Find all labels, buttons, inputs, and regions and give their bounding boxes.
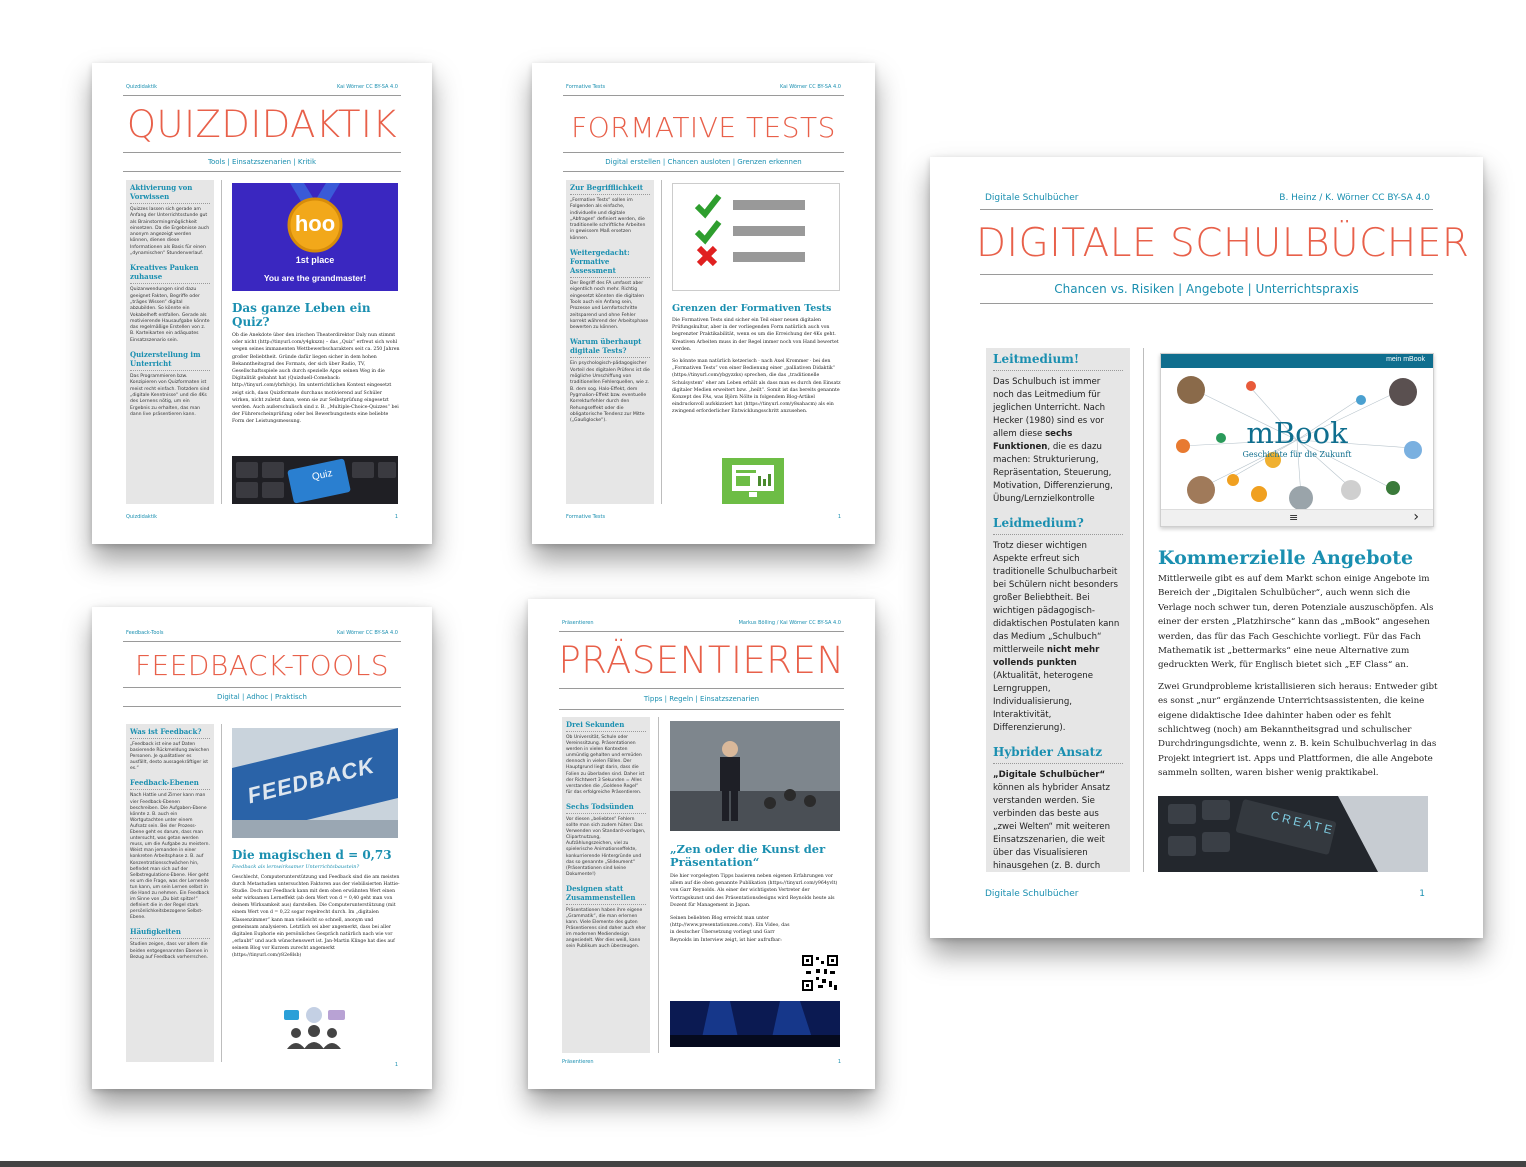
checklist-icon	[673, 184, 840, 291]
sidebar	[562, 717, 650, 1053]
next-icon[interactable]: ›	[1413, 509, 1419, 525]
page-number: 1	[394, 1062, 398, 1068]
sidebar-heading: Warum überhaupt digitale Tests?	[570, 337, 650, 358]
sidebar-text: Präsentationen haben ihre eigene „Grammatik“, die man erlernen kann. Viele Elemente des guten Präsentierens sind daher auch eher im modernen Mediendesign angesiedelt. Wer dies weiß, kann sein Publikum auch überzeugen.	[566, 907, 646, 950]
sidebar-heading: Zur Begrifflichkeit	[570, 183, 650, 195]
keyboard-create-image	[1158, 796, 1428, 872]
mbook-tagline: Geschichte für die Zukunft	[1242, 450, 1352, 459]
sidebar	[986, 348, 1130, 872]
sidebar-heading: Designen statt Zusammenstellen	[566, 884, 646, 905]
header-left: Formative Tests	[566, 84, 606, 90]
sidebar-text-part: können als hybrider Ansatz verstanden werden. Sie verbinden das beste aus „zwei Welten“ mit weiteren Einsatzszenarien, die weit über das Visualisieren hinausgehen (z. B. durch	[993, 783, 1111, 871]
sidebar-emphasis: „Digitale Schulbücher“	[993, 770, 1106, 780]
sidebar	[566, 180, 654, 504]
sidebar-text: Quizzes lassen sich gerade am Anfang der Unterrichtsstunde gut als Brainstormingmöglichkeit einsetzen. Da die Ergebnisse auch anonym angezeigt werden können, dienen diese Informationen als Basis für einen „dynamischen“ Stundenverlauf.	[130, 207, 210, 257]
page-subtitle: Digital erstellen | Chancen ausloten | Grenzen erkennen	[605, 158, 802, 166]
sidebar-text: Der Begriff des FA umfasst aber eigentlich noch mehr. Richtig eingesetzt könnten die digitalen Tools auch ein Anfang sein, Prozesse und Lernfortschritte zeitsparend und ohne Fehler korrekt während der Arbeitsphase bewerten zu können.	[570, 281, 649, 331]
keyboard-icon	[1158, 796, 1428, 872]
medal-label: hoo	[294, 211, 336, 236]
title-rule	[123, 152, 401, 153]
qr-code[interactable]	[802, 955, 838, 991]
header-left: Feedback-Tools	[126, 630, 164, 636]
mbook-topbar	[1161, 354, 1433, 368]
subtitle-rule	[980, 303, 1433, 304]
header-rule	[123, 641, 401, 642]
sidebar-text: „Formative Tests“ sollen im Folgenden als einfache, individuelle und digitale „Abfragen“ definiert werden, die traditionelle schriftliche Arbeiten in gewissem Maß ersetzen können.	[570, 198, 646, 241]
people-icon-image	[282, 1007, 352, 1049]
stage-lights-icon	[670, 1001, 840, 1047]
page-footer-left: Digitale Schulbücher	[985, 889, 1079, 899]
speaker-photo	[670, 721, 840, 831]
column-divider	[221, 724, 222, 1062]
title-rule	[123, 687, 401, 688]
subtitle-rule	[123, 171, 401, 172]
sidebar-text: Ob Universität, Schule oder Vereinssitzung. Präsentationen werden in vielen Kontexten unmündig gehalten und ermüden dennoch in vielen Fällen. Der Hauptgrund liegt darin, dass die Folien zu überladen sind. Daher ist der Richtwert 3 Sekunden = Alles verstanden die „Goldene Regel“ für das erfolgreiche Präsentieren.	[566, 735, 645, 795]
sidebar-heading: Kreatives Pauken zuhause	[130, 263, 210, 284]
sidebar-heading: Was ist Feedback?	[130, 727, 210, 739]
page-number: 1	[837, 514, 841, 520]
feedback-key-label: FEEDBACK	[244, 752, 378, 809]
header-rule	[980, 209, 1433, 210]
article-body: Die hier vorgelegten Tipps basieren neben eigenen Erfahrungen vor allem auf die oben genannte Publikation (https://tinyurl.com/y964yvlt) von Garr Reynolds. Als einer der wichtigsten Vertreter der Vortragskunst und des Präsentationsdesigns wird Reynolds heute als Dozent für Management in Japan.	[670, 874, 838, 908]
sidebar-emphasis: nicht mehr vollends punkten	[993, 645, 1100, 668]
title-rule	[980, 274, 1433, 275]
column-divider	[221, 180, 222, 504]
main-column	[232, 301, 400, 451]
sidebar-text: Nach Hattie und Zirner kann man vier Feedback-Ebenen beschreiben. Die Aufgaben-Ebene könnte z. B. auch ein Wortgutachten unter einem Aufsatz sein. Bei der Prozess-Ebene geht es darum, dass man untersucht, was getan werden muss, um die Aufgabe zu meistern. Weist man jemanden in einer konkreten Arbeitsphase z. B. auf Konzentrationsschwächen hin, befindet man sich auf der Selbstregulations-Ebene. Hier geht es um die Frage, was der Lernende tun kann, um sein Lernen selbst in die Hand zu nehmen. Ein Feedback im Sinne von „Du bist spitze!“ definiert die in der Regel stark persönlichkeitsbezogene Selbst-Ebene.	[130, 793, 210, 921]
sidebar-heading: Sechs Todsünden	[566, 802, 646, 814]
sidebar-text: „Feedback ist eine auf Daten basierende Rückmeldung zwischen Personen. Je qualitativer es ausfällt, desto aussagekräftiger ist es.“	[130, 742, 210, 772]
sidebar-text: Studien zeigen, dass vor allem die beiden entgegenannten Ebenen in Bezug auf Feedback vorherrschen.	[130, 942, 209, 960]
page-title: FEEDBACK-TOOLS	[134, 649, 390, 682]
header-left: Quizdidaktik	[126, 84, 158, 90]
header-rule	[123, 95, 401, 96]
page-feedback-tools	[92, 607, 432, 1089]
header-right: Markus Bölling / Kai Wörner CC BY-SA 4.0	[738, 620, 841, 626]
sidebar-emphasis: sechs Funktionen	[993, 429, 1073, 452]
sidebar-text	[993, 540, 1123, 735]
column-divider	[658, 717, 659, 1053]
page-number: 1	[1419, 889, 1425, 899]
page-number: 1	[837, 1059, 841, 1065]
page-subtitle: Digital | Adhoc | Praktisch	[217, 693, 307, 701]
monitor-image	[722, 458, 784, 504]
page-quizdidaktik	[92, 63, 432, 544]
main-column	[1158, 547, 1438, 792]
sidebar-text-part: (Aktualität, heterogene Lerngruppen, Individualisierung, Interaktivität, Differenzierung).	[993, 671, 1094, 733]
header-right: Kai Wörner CC BY-SA 4.0	[336, 630, 398, 636]
medal-image	[232, 183, 398, 291]
mbook-bottombar	[1161, 509, 1433, 526]
sidebar-text: Das Programmieren bzw. Konzipieren von Quizformaten ist meist recht einfach. Trotzdem sind „digitale Kenntnisse“ und die 4Ks des Lernens nötig, um ein Ergebnis zu erhalten, das man dann live präsentieren kann.	[130, 374, 210, 417]
place-caption: You are the grandmaster!	[263, 273, 367, 283]
header-rule	[563, 95, 844, 96]
page-footer-left: Quizdidaktik	[126, 514, 158, 520]
monitor-icon	[722, 458, 784, 504]
page-title: DIGITALE SCHULBÜCHER	[976, 221, 1470, 266]
title-rule	[559, 688, 844, 689]
column-divider	[1143, 348, 1144, 872]
header-right: B. Heinz / K. Wörner CC BY-SA 4.0	[1279, 193, 1430, 203]
quiz-key-label: Quiz	[311, 467, 334, 484]
header-left: Präsentieren	[562, 620, 594, 626]
sidebar-text-part: Trotz dieser wichtigen Aspekte erfreut sich traditionelle Schulbucharbeit bei Schülern nicht besonders großer Beliebtheit. Bei wichtigen pädagogisch-didaktischen Postulaten kann das Medium „Schulbuch“ mittlerweile	[993, 541, 1120, 655]
page-formative-tests	[532, 63, 875, 544]
article-heading: Das ganze Leben ein Quiz?	[232, 301, 371, 329]
article-heading: Grenzen der Formativen Tests	[672, 303, 832, 314]
create-key-label: CREATE	[1269, 808, 1337, 838]
article-body: So könnte man natürlich ketzerisch · nach Axel Krommer · bei den „Formativen Tests“ von einer Bedienung einer „palliativen Didaktik“ (https://tinyurl.com/ybgyzzks) sprechen, die das „traditionelle Schulsystem“ eher am Leben erhält als dass man es durch den Einsatz digitaler Medien erweitert bzw. „heilt“. Somit ist das bereits genannte Konzept des FAs, was Björn Nölte in folgendem Blog-Artikel eindrucksvoll aufskizziert hat (https://tinyurl.com/y8sahacm) als ein zwingend erforderlicher Entwicklungsschritt anzusehen.	[672, 359, 841, 415]
sidebar-heading: Drei Sekunden	[566, 720, 646, 732]
checklist-image	[672, 183, 840, 291]
sidebar-heading: Quizerstellung im Unterricht	[130, 350, 210, 371]
page-subtitle: Chancen vs. Risiken | Angebote | Unterrichtspraxis	[1054, 282, 1359, 296]
article-heading: Die magischen d = 0,73	[232, 848, 392, 862]
qr-code-icon	[802, 955, 838, 991]
page-subtitle: Tools | Einsatzszenarien | Kritik	[207, 158, 317, 166]
header-right: Kai Wörner CC BY-SA 4.0	[779, 84, 841, 90]
page-title: FORMATIVE TESTS	[571, 111, 836, 144]
sidebar-heading: Hybrider Ansatz	[993, 745, 1123, 764]
page-subtitle: Tipps | Regeln | Einsatzszenarien	[643, 695, 760, 703]
sidebar-text: Vor diesen „beliebten“ Fehlern sollte man sich zudem hüten: Das Verwenden von Standard-vorlagen, Clipartnutzung, Aufzählungszeichen, viel zu spielerische Animationseffekte, konkurrierende Hintergründe und das so genannte „Slideument“ (Präsentationen sind keine Dokumente!)	[566, 816, 646, 877]
place-label: 1st place	[295, 255, 335, 265]
header-right: Kai Wörner CC BY-SA 4.0	[336, 84, 398, 90]
title-rule	[563, 152, 844, 153]
sidebar-heading: Häufigkeiten	[130, 927, 210, 939]
sidebar-heading: Aktivierung von Vorwissen	[130, 183, 210, 204]
keyboard-image	[232, 456, 398, 504]
subtitle-rule	[123, 706, 401, 707]
page-footer-left: Formative Tests	[566, 514, 606, 520]
article-body: Zwei Grundprobleme kristallisieren sich heraus: Entweder gibt es sonst „nur“ ergänzende Unterrichtsassistenten, die keine eigene didaktische Idee dahinter haben oder es fehlt schlichtweg (noch) am Bekanntheitsgrad und schulischer Durchdringungsdichte, wenn z. B. kein Schulbuchverlag in das Projekt integriert ist. Apps und Plattformen, die alle Angebote sammeln sollten, waren bisher wenig praktikabel.	[1158, 681, 1438, 779]
sidebar-text	[993, 376, 1123, 506]
mbook-account-link[interactable]: mein mBook	[1386, 356, 1425, 363]
mbook-logo: mBook	[1246, 416, 1348, 450]
mbook-screenshot	[1160, 353, 1434, 527]
article-heading: „Zen oder die Kunst der Präsentation“	[670, 843, 826, 869]
page-praesentieren	[528, 599, 875, 1089]
subtitle-rule	[559, 709, 844, 710]
article-body: Seinen beliebten Blog erreicht man unter (http://www.presentationzen.com/). Ein Video, das in deutscher Übersetzung vorliegt und Garr Reynolds im Interview zeigt, ist hier aufrufbar:	[670, 916, 790, 943]
article-body: Mittlerweile gibt es auf dem Markt schon einige Angebote im Bereich der „Digitalen Schulbücher“, auch wenn sich die Verlage noch schwer tun, deren Potenziale auszuschöpfen. Als einer der ersten „Platzhirsche“ kann das „mBook“ angesehen werden, das für das Fach Geschichte vorliegt. Für das Fach Mathematik ist „bettermarks“ eine neue Alternative zum gedruckten Werk, für Englisch bietet sich „EF Class“ an.	[1158, 574, 1434, 671]
audience-photo	[670, 1001, 840, 1047]
page-title: QUIZDIDAKTIK	[126, 103, 398, 146]
page-title: PRÄSENTIEREN	[558, 639, 845, 682]
article-body: Die Formativen Tests sind sicher ein Teil einer neuen digitalen Prüfungskultur, aber in der vorliegenden Form natürlich auch von begrenzter Praktikabilität, wenn es um die Erreichung der 4Ks geht. Kreativen Arbeiten muss in der Regel immer noch von Hand bewertet werden.	[672, 318, 839, 352]
page-digitale-schulbuecher	[930, 157, 1483, 938]
sidebar-heading: Leidmedium?	[993, 516, 1123, 535]
sidebar-text: Quizanwendungen sind dazu geeignet Fakten, Begriffe oder „träges Wissen“ digital abzubilden. So könnte ein Vokabelheft entfallen. Gerade als motivierende Hausaufgabe könnte das regelmäßige Erstellen von z. B. Karteikarten ein adäquates Einsatzszenario sein.	[130, 287, 210, 343]
bottom-bar	[0, 1161, 1526, 1167]
feedback-key-image	[232, 728, 398, 838]
article-body: Ob die Anekdote über den irischen Theaterdirektor Daly nun stimmt oder nicht (http://tinyurl.com/y4gkxzn) – das „Quiz“ erfreut sich wohl wegen seines immanenten Wettbewerbscharakters seit ca. 250 Jahren großer Beliebtheit. Gründe dafür liegen sicher in dem hohen Bekanntheitsgrad des Formats, der sich über Radio, TV, Gesellschaftsspiele auch durch spezielle Apps seinen Weg in die Digitalität gebahnt hat (Quizduell-Comeback: http://tinyurl.com/ybrhlvjs). Im unterrichtlichen Kontext eingesetzt zeigt sich, dass Quizformate durchaus motivierend auf Schüler wirken, nicht zuletzt dann, wenn sie zur Selbstprüfung eingesetzt werden. Auch außerschulisch sind z. B. „Multiple-Choice-Quizzes“ bei der Führerscheinprüfung oder bei Bewerbungstests eine beliebte Form der Leistungsmessung.	[232, 333, 400, 425]
page-number: 1	[394, 514, 398, 520]
page-footer-left: Präsentieren	[562, 1059, 594, 1065]
speaker-icon	[670, 721, 840, 831]
sidebar	[126, 180, 214, 504]
sidebar-text-part: Das Schulbuch ist immer noch das Leitmedium für jeglichen Unterricht. Nach Hecker (1980) sind es vor allem diese	[993, 377, 1106, 439]
sidebar	[126, 724, 214, 1062]
main-column	[672, 303, 842, 453]
main-column	[232, 848, 400, 998]
sidebar-text-part: , die es dazu machen: Strukturierung, Repräsentation, Steuerung, Motivation, Differenzierung, Übung/Lernzielkontrolle	[993, 442, 1113, 504]
sidebar-heading: Leitmedium!	[993, 352, 1123, 371]
article-body: Geschlecht, Computerunterstützung und Feedback sind die am meisten durch Metastudien untersuchten Faktoren aus der viebilisierten Hattie-Studie. Doch nur Feedback kann mit dem oben erwähnten Wert einen sehr wirksamen Lerneffekt (ab dem Wert von d = 0,40 geht man von deinem Wirksamkeit aus) darstellen. Die Computerunterstützung (mit einem Wert von d = 0,22 sogar regelrecht durch. Im „digitalen Klassenzimmer“ kann man vielleicht so schnell, anonym und gemeinsam analysieren. Letztlich sei aber angemerkt, dass bei aller digitalen Euphorie ein persönliches Gespräch natürlich nach wie vor „erlaubt“ und auch wünschenswert ist. Jan-Martin Klinge hat dies auf seinem Blog vor Kurzem zurecht angemerkt (https://tinyurl.com/y82e8lsb)	[232, 875, 400, 959]
sidebar-heading: Feedback-Ebenen	[130, 778, 210, 790]
article-heading: Kommerzielle Angebote	[1158, 547, 1414, 569]
subtitle-rule	[563, 171, 844, 172]
menu-icon[interactable]: ≡	[1289, 511, 1299, 524]
sidebar-heading: Weitergedacht: Formative Assessment	[570, 248, 650, 278]
column-divider	[661, 180, 662, 504]
header-left: Digitale Schulbücher	[985, 193, 1079, 203]
header-rule	[559, 631, 844, 632]
sidebar-text	[993, 769, 1123, 872]
sidebar-text: Ein psychologisch-pädagogischer Vorteil des digitalen Prüfens ist die mögliche Umschiffung von traditionellen Fehlerquellen, wie z. B. dem sog. Halo-Effekt, dem Pygmalion-Effekt bzw. eventuelle Korrekturfehler durch den Rehungseffekt oder die obligatorische Tendenz zur Mitte („Gaußglocke“).	[570, 361, 650, 424]
people-chat-icon	[282, 1007, 352, 1049]
article-lead: Feedback als lernwirksamer Unterrichtsbaustein?	[232, 864, 360, 870]
